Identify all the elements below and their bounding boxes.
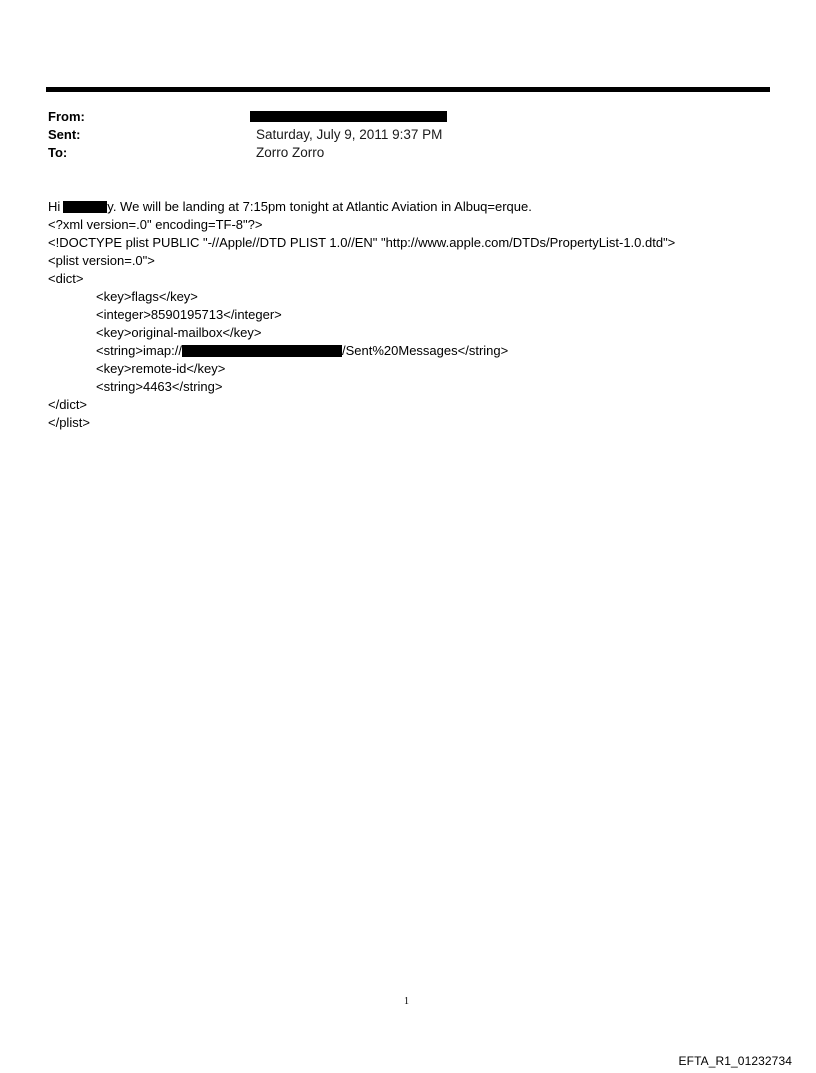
string-imap-suffix: /Sent%20Messages</string> — [342, 343, 509, 358]
dict-close-line: </dict> — [48, 397, 88, 412]
doctype-line: <!DOCTYPE plist PUBLIC "-//Apple//DTD PLIST 1.0//EN" "http://www.apple.com/DTDs/PropertyList-1.0.dtd"> — [48, 235, 676, 250]
greeting-prefix: Hi — [48, 199, 61, 214]
header-rule — [46, 87, 770, 92]
sent-value: Saturday, July 9, 2011 9:37 PM — [256, 127, 443, 142]
from-label: From: — [48, 109, 85, 124]
page-number: 1 — [404, 996, 409, 1007]
document-id: EFTA_R1_01232734 — [678, 1054, 792, 1068]
email-body — [48, 198, 768, 432]
key-mailbox-line: <key>original-mailbox</key> — [96, 325, 262, 340]
key-flags-line: <key>flags</key> — [96, 289, 198, 304]
dict-open-line: <dict> — [48, 271, 84, 286]
sent-label: Sent: — [48, 127, 81, 142]
redaction-imap-host — [182, 345, 342, 357]
plist-open-line: <plist version=.0"> — [48, 253, 155, 268]
greeting-suffix: y. We will be landing at 7:15pm tonight at Atlantic Aviation in Albuq=erque. — [107, 199, 532, 214]
key-remote-line: <key>remote-id</key> — [96, 361, 226, 376]
to-label: To: — [48, 145, 68, 160]
sent-row — [48, 126, 748, 144]
to-value: Zorro Zorro — [256, 145, 325, 160]
integer-line: <integer>8590195713</integer> — [96, 307, 282, 322]
from-row — [48, 108, 748, 126]
greeting-line — [48, 198, 768, 216]
email-header — [48, 108, 748, 162]
string-imap-prefix: <string>imap:// — [96, 343, 182, 358]
xml-declaration-line: <?xml version=.0" encoding=TF-8"?> — [48, 217, 263, 232]
redaction-name — [63, 201, 107, 213]
string-imap-line — [48, 342, 768, 360]
string-remote-line: <string>4463</string> — [96, 379, 223, 394]
redaction-from-value — [250, 111, 447, 122]
to-row — [48, 144, 748, 162]
plist-close-line: </plist> — [48, 415, 90, 430]
